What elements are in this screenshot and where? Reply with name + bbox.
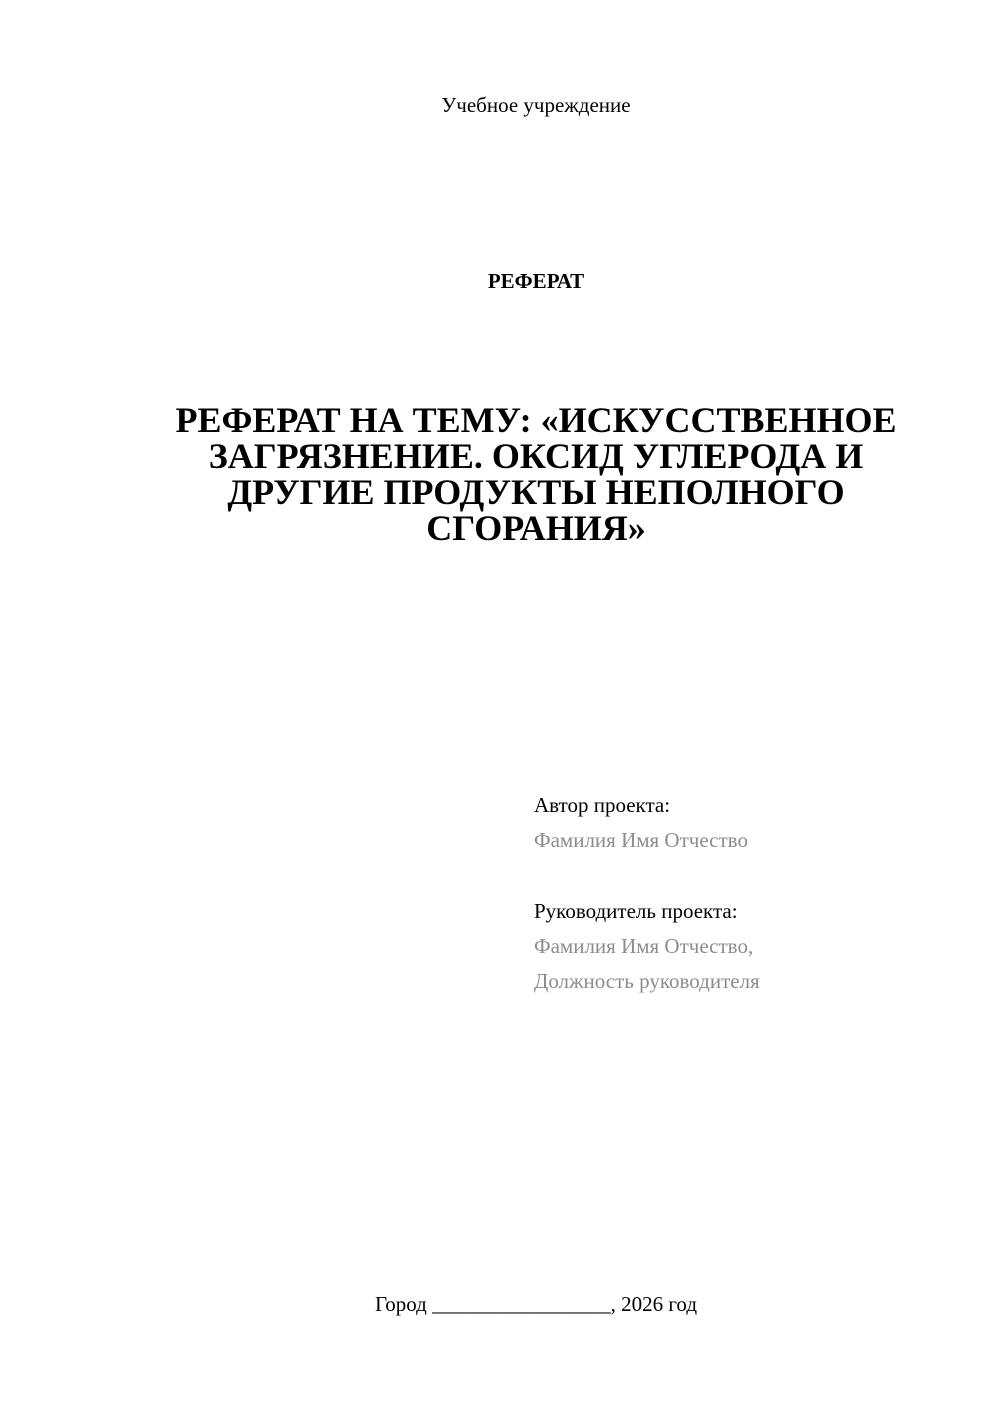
supervisor-position: Должность руководителя	[534, 969, 760, 993]
title-line: ДРУГИЕ ПРОДУКТЫ НЕПОЛНОГО	[227, 472, 845, 512]
author-label: Автор проекта:	[534, 793, 671, 817]
author-name: Фамилия Имя Отчество	[534, 828, 748, 852]
credits-spacer	[534, 858, 974, 894]
city-year-line: Город _________________, 2026 год	[374, 1292, 698, 1316]
supervisor-label: Руководитель проекта:	[534, 899, 738, 923]
institution-name: Учебное учреждение	[441, 93, 631, 117]
title-line: РЕФЕРАТ НА ТЕМУ: «ИСКУССТВЕННОЕ	[175, 400, 897, 440]
title-line: ЗАГРЯЗНЕНИЕ. ОКСИД УГЛЕРОДА И	[208, 436, 864, 476]
document-type: РЕФЕРАТ	[487, 269, 585, 293]
title-line: СГОРАНИЯ»	[426, 508, 646, 548]
supervisor-name: Фамилия Имя Отчество,	[534, 934, 754, 958]
credits-block	[534, 788, 974, 999]
page-title	[140, 402, 932, 546]
